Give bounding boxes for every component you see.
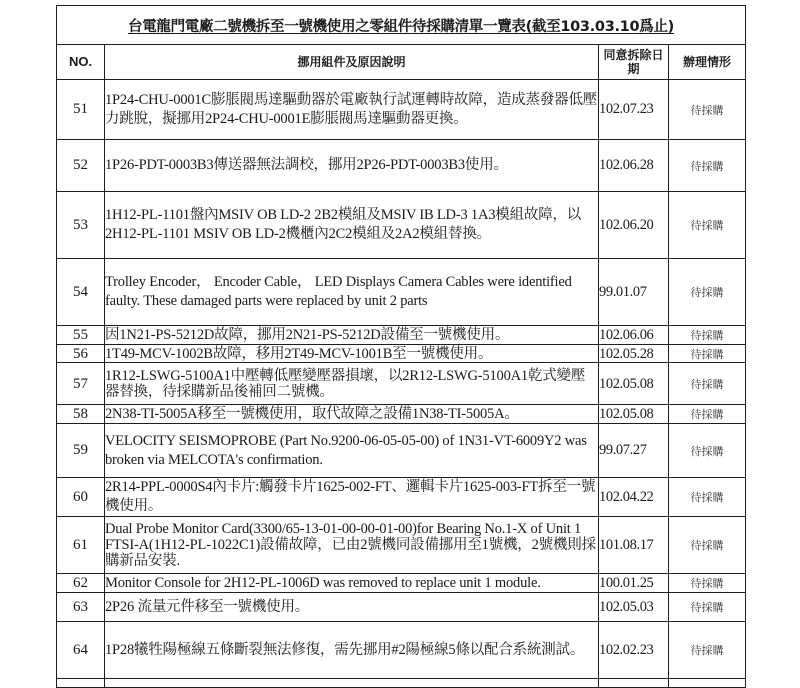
row-date: 102.05.08 xyxy=(599,363,669,405)
row-description: Dual Probe Monitor Card(3300/65-13-01-00-00-01-00)for Bearing No.1-X of Unit 1 FTSI-A(1H12-PL-1022C1)設備故障，已由2號機同設備挪用至1號機，2號機則採購新品安裝. xyxy=(105,517,599,574)
table-row xyxy=(57,622,746,679)
empty-cell xyxy=(105,679,599,688)
document-title-cell xyxy=(57,6,746,45)
row-status: 待採購 xyxy=(669,80,746,140)
table-row xyxy=(57,140,746,192)
title-row xyxy=(57,6,746,45)
row-description: 2P26 流量元件移至一號機使用。 xyxy=(105,593,599,622)
row-status: 待採購 xyxy=(669,345,746,363)
table-row xyxy=(57,345,746,363)
row-date: 102.05.03 xyxy=(599,593,669,622)
row-number: 58 xyxy=(57,405,105,424)
row-number: 55 xyxy=(57,326,105,345)
table-row xyxy=(57,259,746,326)
table-row xyxy=(57,363,746,405)
row-status: 待採購 xyxy=(669,259,746,326)
row-status: 待採購 xyxy=(669,326,746,345)
row-description: VELOCITY SEISMOPROBE (Part No.9200-06-05-05-00) of 1N31-VT-6009Y2 was broken via MELCOTA's confirmation. xyxy=(105,424,599,478)
row-description: 1H12-PL-1101盤內MSIV OB LD-2 2B2模組及MSIV IB LD-3 1A3模組故障，以2H12-PL-1101 MSIV OB LD-2機櫃內2C2模組及2A2模組替換。 xyxy=(105,192,599,259)
row-date: 102.05.08 xyxy=(599,405,669,424)
row-status: 待採購 xyxy=(669,478,746,517)
row-description: Monitor Console for 2H12-PL-1006D was removed to replace unit 1 module. xyxy=(105,574,599,593)
row-status: 待採購 xyxy=(669,405,746,424)
empty-cell xyxy=(57,679,105,688)
column-header-description: 挪用組件及原因說明 xyxy=(105,45,599,80)
document-title: 台電龍門電廠二號機拆至一號機使用之零組件待採購清單一覽表(截至103.03.10爲止) xyxy=(128,18,674,35)
procurement-list-document xyxy=(56,5,745,688)
table-row-continuation xyxy=(57,679,746,688)
row-date: 102.06.20 xyxy=(599,192,669,259)
row-status: 待採購 xyxy=(669,593,746,622)
row-description: 1P28犧牲陽極線五條斷裂無法修復，需先挪用#2陽極線5條以配合系統測試。 xyxy=(105,622,599,679)
row-description: 2R14-PPL-0000S4內卡片:觸發卡片1625-002-FT、邏輯卡片1625-003-FT拆至一號機使用。 xyxy=(105,478,599,517)
row-description: 2N38-TI-5005A移至一號機使用，取代故障之設備1N38-TI-5005A。 xyxy=(105,405,599,424)
row-status: 待採購 xyxy=(669,424,746,478)
row-number: 56 xyxy=(57,345,105,363)
row-status: 待採購 xyxy=(669,622,746,679)
row-date: 102.02.23 xyxy=(599,622,669,679)
table-row xyxy=(57,574,746,593)
row-status: 待採購 xyxy=(669,140,746,192)
row-status: 待採購 xyxy=(669,363,746,405)
column-header-no: NO. xyxy=(57,45,105,80)
row-number: 53 xyxy=(57,192,105,259)
row-date: 102.05.28 xyxy=(599,345,669,363)
row-number: 60 xyxy=(57,478,105,517)
table-row xyxy=(57,405,746,424)
row-description: Trolley Encoder， Encoder Cable， LED Displays Camera Cables were identified faulty. These damaged parts were replaced by unit 2 parts xyxy=(105,259,599,326)
table-row xyxy=(57,517,746,574)
row-description: 1P24-CHU-0001C膨脹閥馬達驅動器於電廠執行試運轉時故障，造成蒸發器低壓力跳脫，擬挪用2P24-CHU-0001E膨脹閥馬達驅動器更換。 xyxy=(105,80,599,140)
header-row xyxy=(57,45,746,80)
table-row xyxy=(57,192,746,259)
row-date: 102.07.23 xyxy=(599,80,669,140)
row-date: 101.08.17 xyxy=(599,517,669,574)
row-description: 1T49-MCV-1002B故障，移用2T49-MCV-1001B至一號機使用。 xyxy=(105,345,599,363)
empty-cell xyxy=(599,679,669,688)
row-description: 因1N21-PS-5212D故障，挪用2N21-PS-5212D設備至一號機使用。 xyxy=(105,326,599,345)
table-row xyxy=(57,478,746,517)
row-description: 1P26-PDT-0003B3傳送器無法調校，挪用2P26-PDT-0003B3使用。 xyxy=(105,140,599,192)
row-number: 57 xyxy=(57,363,105,405)
row-date: 102.06.28 xyxy=(599,140,669,192)
row-number: 62 xyxy=(57,574,105,593)
parts-table xyxy=(56,5,746,688)
row-date: 102.06.06 xyxy=(599,326,669,345)
row-number: 52 xyxy=(57,140,105,192)
row-description: 1R12-LSWG-5100A1中壓轉低壓變壓器損壞，以2R12-LSWG-5100A1乾式變壓器替換，待採購新品後補回二號機。 xyxy=(105,363,599,405)
row-status: 待採購 xyxy=(669,574,746,593)
row-number: 54 xyxy=(57,259,105,326)
row-status: 待採購 xyxy=(669,192,746,259)
table-row xyxy=(57,80,746,140)
row-number: 59 xyxy=(57,424,105,478)
row-number: 64 xyxy=(57,622,105,679)
row-number: 51 xyxy=(57,80,105,140)
row-number: 61 xyxy=(57,517,105,574)
row-date: 99.07.27 xyxy=(599,424,669,478)
row-date: 100.01.25 xyxy=(599,574,669,593)
row-status: 待採購 xyxy=(669,517,746,574)
column-header-date: 同意拆除日期 xyxy=(599,45,669,80)
empty-cell xyxy=(669,679,746,688)
row-date: 99.01.07 xyxy=(599,259,669,326)
row-date: 102.04.22 xyxy=(599,478,669,517)
row-number: 63 xyxy=(57,593,105,622)
table-row xyxy=(57,593,746,622)
table-row xyxy=(57,424,746,478)
table-row xyxy=(57,326,746,345)
column-header-status: 辦理情形 xyxy=(669,45,746,80)
